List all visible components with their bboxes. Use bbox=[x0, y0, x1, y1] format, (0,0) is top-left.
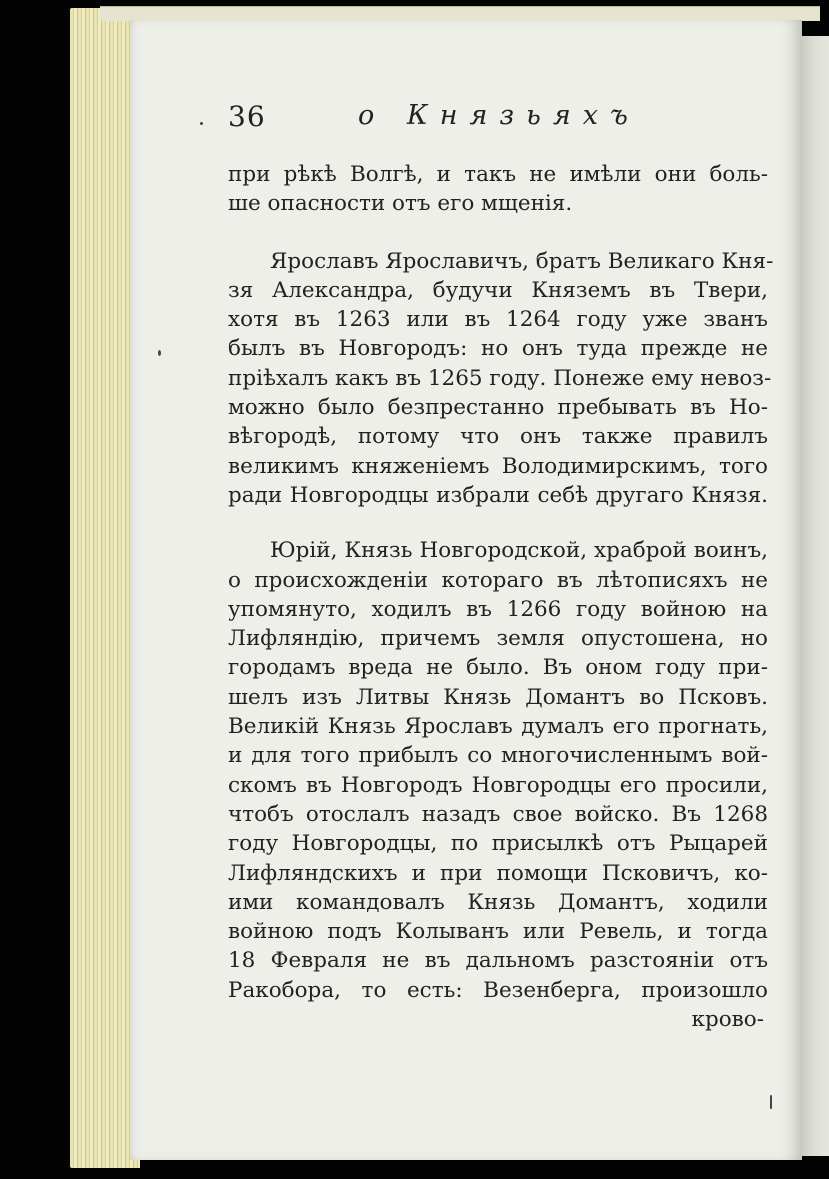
page-text-block bbox=[228, 100, 774, 1033]
text-line: былъ въ Новгородъ: но онъ туда прежде не bbox=[228, 336, 768, 362]
text-line: Юрій, Князь Новгородской, храброй воинъ, bbox=[270, 538, 768, 564]
text-line: скомъ въ Новгородъ Новгородцы его просили, bbox=[228, 772, 768, 798]
text-line: Ракобора, то есть: Везенберга, произошло bbox=[228, 977, 768, 1003]
running-title: о Князьяхъ bbox=[358, 100, 640, 131]
text-line: зя Александра, будучи Княземъ въ Твери, bbox=[228, 277, 768, 303]
page-edges-top bbox=[100, 6, 820, 21]
text-line: вѣгородѣ, потому что онъ также правилъ bbox=[228, 424, 768, 450]
ink-speck bbox=[158, 350, 161, 356]
catchword: крово- bbox=[691, 1007, 764, 1033]
book-page bbox=[130, 20, 802, 1160]
ink-speck bbox=[200, 122, 203, 125]
page-number: 36 bbox=[228, 100, 266, 133]
text-line: Великій Князь Ярославъ думалъ его прогнать, bbox=[228, 714, 768, 740]
ink-speck bbox=[770, 1095, 772, 1109]
text-line: о происхожденіи котораго въ лѣтописяхъ не bbox=[228, 567, 768, 593]
paragraph-3 bbox=[228, 536, 768, 1005]
text-line: и для того прибылъ со многочисленнымъ вой- bbox=[228, 743, 768, 769]
text-line: году Новгородцы, по присылкѣ отъ Рыцарей bbox=[228, 831, 768, 857]
text-line: ими командовалъ Князь Домантъ, ходили bbox=[228, 889, 768, 915]
text-line: при рѣкѣ Волгѣ, и такъ не имѣли они боль- bbox=[228, 162, 768, 187]
text-line: упомянуто, ходилъ въ 1266 году войною на bbox=[228, 596, 768, 622]
page-header bbox=[228, 100, 768, 140]
text-line: Ярославъ Ярославичъ, братъ Великаго Кня- bbox=[270, 248, 774, 274]
text-line: хотя въ 1263 или въ 1264 году уже званъ bbox=[228, 307, 768, 333]
text-line: Лифляндію, причемъ земля опустошена, но bbox=[228, 626, 768, 652]
text-line: Лифляндскихъ и при помощи Псковичъ, ко- bbox=[228, 860, 768, 886]
text-line: пріѣхалъ какъ въ 1265 году. Понеже ему невоз- bbox=[228, 365, 772, 391]
text-line: великимъ княженіемъ Володимирскимъ, того bbox=[228, 453, 768, 479]
text-line: ше опасности отъ его мщенія. bbox=[228, 191, 573, 217]
text-line: можно было безпрестанно пребывать въ Но- bbox=[228, 395, 768, 421]
paragraph-2 bbox=[228, 247, 774, 511]
text-line: шелъ изъ Литвы Князь Домантъ во Псковъ. bbox=[228, 684, 768, 710]
paragraph-1 bbox=[228, 160, 768, 219]
text-line: войною подъ Колыванъ или Ревель, и тогда bbox=[228, 919, 768, 945]
text-line: ради Новгородцы избрали себѣ другаго Князя. bbox=[228, 482, 768, 508]
text-line: городамъ вреда не было. Въ оном году при- bbox=[228, 655, 768, 681]
text-line: 18 Февраля не въ дальномъ разстояніи отъ bbox=[228, 948, 768, 974]
text-line: чтобъ отослалъ назадъ свое войско. Въ 1268 bbox=[228, 801, 768, 827]
